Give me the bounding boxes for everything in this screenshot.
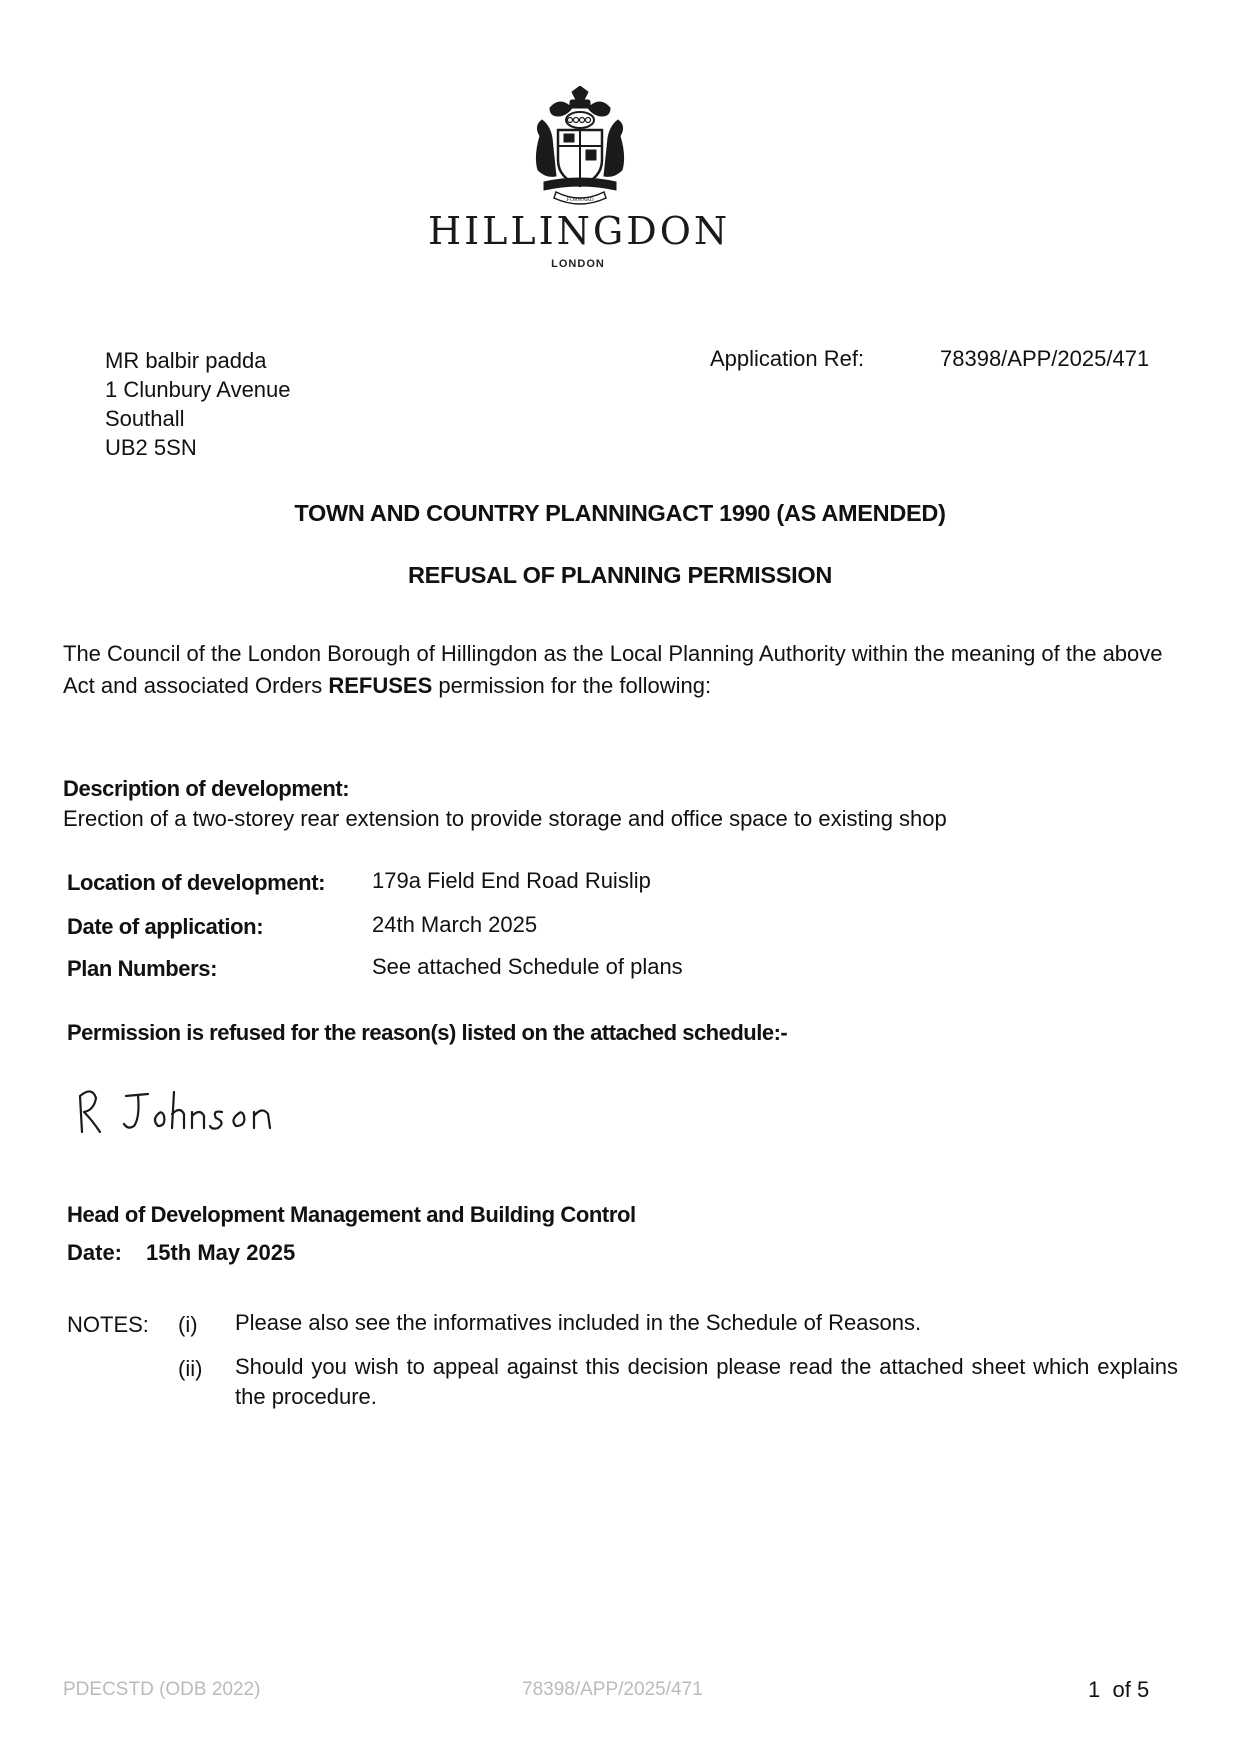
- notes-label: NOTES:: [67, 1312, 149, 1337]
- handwritten-signature: [66, 1062, 296, 1152]
- address-line: Southall: [105, 406, 185, 431]
- note-number: (ii): [178, 1356, 203, 1381]
- refusal-statement: Permission is refused for the reason(s) listed on the attached schedule:-: [67, 1020, 788, 1045]
- page-current: 1: [1088, 1677, 1101, 1702]
- intro-text: The Council of the London Borough of Hillingdon as the Local Planning Authority within the meaning of the above Act and associated Orders: [63, 641, 1163, 698]
- application-ref-value: 78398/APP/2025/471: [940, 346, 1150, 371]
- council-name-logo: HILLINGDON: [428, 209, 731, 253]
- page-number: [1088, 1677, 1149, 1703]
- page-total: of 5: [1112, 1677, 1150, 1702]
- intro-text-end: permission for the following:: [432, 673, 712, 698]
- location-label: Location of development:: [67, 870, 326, 895]
- note-number: (i): [178, 1312, 198, 1337]
- signatory-title: Head of Development Management and Building Control: [67, 1202, 636, 1227]
- address-line: MR balbir padda: [105, 348, 267, 373]
- application-date-label: Date of application:: [67, 914, 264, 939]
- address-line: UB2 5SN: [105, 435, 197, 460]
- footer-form-code: PDECSTD (ODB 2022): [63, 1679, 261, 1700]
- address-line: 1 Clunbury Avenue: [105, 377, 291, 402]
- hillingdon-crest-logo: [520, 86, 640, 210]
- plan-numbers-label: Plan Numbers:: [67, 956, 218, 981]
- description-label: Description of development:: [63, 776, 350, 801]
- recipient-address: [105, 346, 291, 462]
- decision-heading: REFUSAL OF PLANNING PERMISSION: [407, 562, 833, 588]
- application-date-value: 24th March 2025: [372, 912, 538, 937]
- refuses-emphasis: REFUSES: [328, 673, 433, 698]
- intro-paragraph: [63, 638, 1183, 702]
- act-heading: TOWN AND COUNTRY PLANNINGACT 1990 (AS AMENDED): [294, 500, 946, 526]
- crest-motto: FORWARD: [566, 197, 594, 203]
- note-text: Should you wish to appeal against this decision please read the attached sheet which explains the procedure.: [235, 1354, 1178, 1409]
- location-value: 179a Field End Road Ruislip: [372, 868, 651, 893]
- plan-numbers-value: See attached Schedule of plans: [372, 954, 683, 979]
- note-text: Please also see the informatives included in the Schedule of Reasons.: [235, 1310, 922, 1335]
- decision-date-label: Date:: [67, 1240, 123, 1265]
- decision-date-value: 15th May 2025: [146, 1240, 296, 1265]
- council-subtitle: LONDON: [551, 258, 605, 270]
- description-text: Erection of a two-storey rear extension to provide storage and office space to existing shop: [63, 806, 947, 831]
- application-ref-label: Application Ref:: [710, 346, 865, 371]
- footer-application-ref: 78398/APP/2025/471: [522, 1679, 703, 1700]
